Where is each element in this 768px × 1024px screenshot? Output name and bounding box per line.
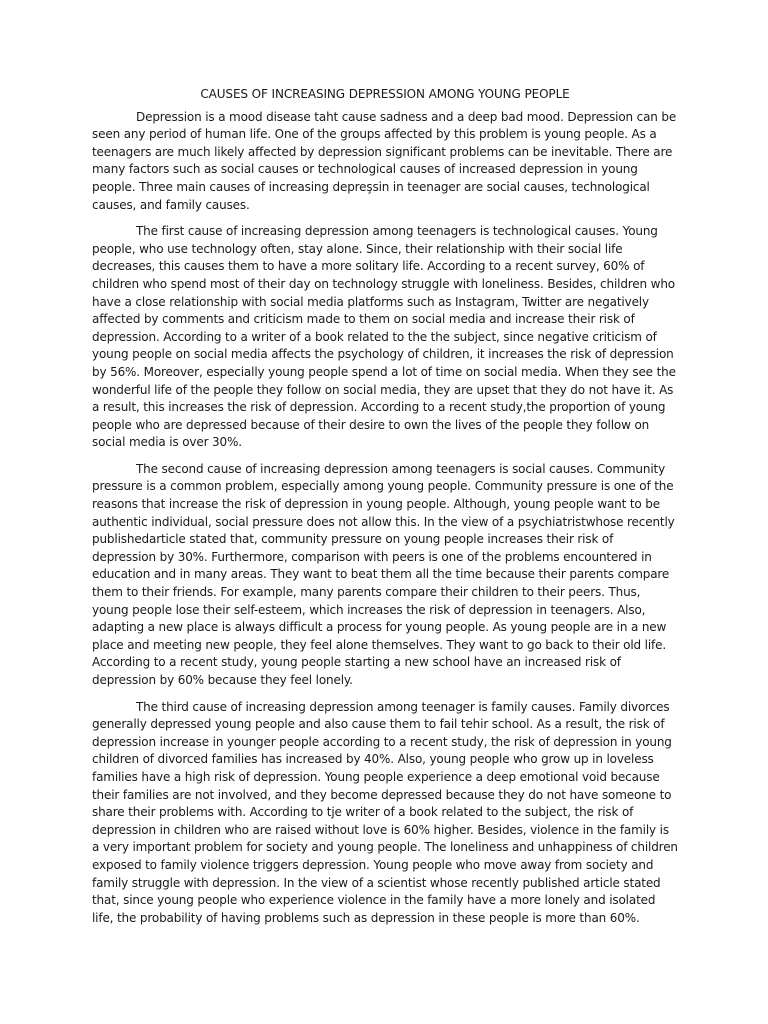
paragraph-family-causes: The third cause of increasing depression among teenager is family causes. Family divorces generally depressed young people and also cause them to fail tehir school. As a result, the risk of depression increase in younger people according to a recent study, the risk of depression in young children of divorced families has increased by 40%. Also, young people who grow up in loveless families have a high risk of depression. Young people experience a deep emotional void because their families are not involved, and they become depressed because they do not have someone to share their problems with. According to tje writer of a book related to the subject, the risk of depression in children who are raised without love is 60% higher. Besides, violence in the family is a very important problem for society and young people. The loneliness and unhappiness of children exposed to family violence triggers depression. Young people who move away from society and family struggle with depression. In the view of a scientist whose recently published article stated that, since young people who experience violence in the family have a more lonely and isolated life, the probability of having problems such as depression in these people is more than 60%. xyxy=(92,699,678,925)
paragraph-technological-causes: The first cause of increasing depression among teenagers is technological causes. Young people, who use technology often, stay alone. Since, their relationship with their social life decreases, this causes them to have a more solitary life. According to a recent survey, 60% of children who spend most of their day on technology struggle with loneliness. Besides, children who have a close relationship with social media platforms such as Instagram, Twitter are negatively affected by comments and criticism made to them on social media and increase their risk of depression. According to a writer of a book related to the the subject, since negative criticism of young people on social media affects the psychology of children, it increases the risk of depression by 56%. Moreover, especially young people spend a lot of time on social media. When they see the wonderful life of the people they follow on social media, they are upset that they do not have it. As a result, this increases the risk of depression. According to a recent study,the proportion of young people who are depressed because of their desire to own the lives of the people they follow on social media is over 30%. xyxy=(92,224,676,450)
paragraph-social-causes: The second cause of increasing depression among teenagers is social causes. Community pressure is a common problem, especially among young people. Community pressure is one of the reasons that increase the risk of depression in young people. Although, young people want to be authentic individual, social pressure does not allow this. In the view of a psychiatristwhose recently publishedarticle stated that, community pressure on young people increases their risk of depression by 30%. Furthermore, comparison with peers is one of the problems encountered in education and in many areas. They want to beat them all the time because their parents compare them to their friends. For example, many parents compare their children to their peers. Thus, young people lose their self-esteem, which increases the risk of depression in teenagers. Also, adapting a new place is always difficult a process for young people. As young people are in a new place and meeting new people, they feel alone themselves. They want to go back to their old life. According to a recent study, young people starting a new school have an increased risk of depression by 60% because they feel lonely. xyxy=(92,461,675,687)
paragraph-introduction: Depression is a mood disease taht cause sadness and a deep bad mood. Depression can be seen any period of human life. One of the groups affected by this problem is young people. As a teenagers are much likely affected by depression significant problems can be inevitable. There are many factors such as social causes or technological causes of increased depression in young people. Three main causes of increasing depreşsin in teenager are social causes, technological causes, and family causes. xyxy=(92,109,677,212)
document-body xyxy=(92,86,678,936)
document-title: CAUSES OF INCREASING DEPRESSION AMONG YOUNG PEOPLE xyxy=(200,87,570,101)
